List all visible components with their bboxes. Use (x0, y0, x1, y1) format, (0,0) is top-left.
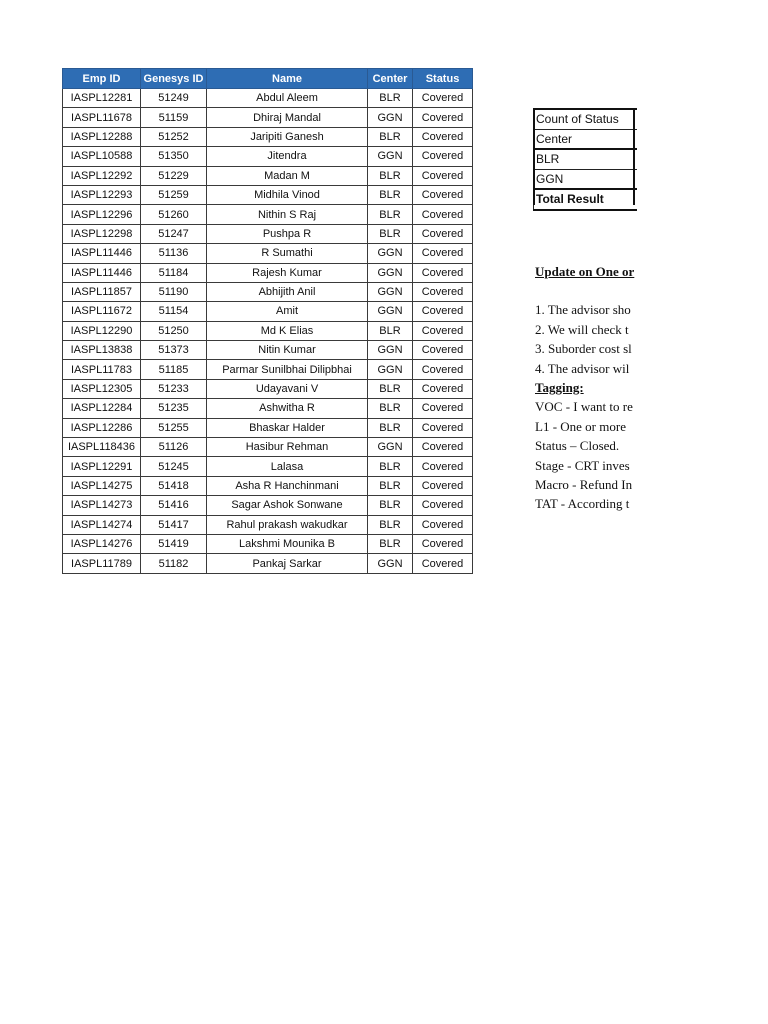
table-row (63, 476, 473, 495)
status-cell: Covered (413, 399, 473, 418)
table-row (63, 399, 473, 418)
emp-id-cell: IASPL12291 (63, 457, 141, 476)
table-row (63, 515, 473, 534)
genesys-id-cell: 51260 (141, 205, 207, 224)
center-cell: GGN (368, 282, 413, 301)
status-cell: Covered (413, 360, 473, 379)
center-cell: BLR (368, 224, 413, 243)
table-row (63, 360, 473, 379)
genesys-id-cell: 51233 (141, 379, 207, 398)
table-row (63, 534, 473, 553)
emp-id-cell: IASPL11789 (63, 554, 141, 573)
emp-id-cell: IASPL14276 (63, 534, 141, 553)
employee-table (62, 68, 473, 574)
pivot-title: Count of Status (534, 109, 638, 129)
pivot-center-label: Center (534, 129, 638, 149)
emp-id-cell: IASPL11857 (63, 282, 141, 301)
name-cell: Lalasa (207, 457, 368, 476)
emp-id-cell: IASPL12296 (63, 205, 141, 224)
genesys-id-cell: 51418 (141, 476, 207, 495)
center-cell: BLR (368, 457, 413, 476)
table-row (63, 457, 473, 476)
status-cell: Covered (413, 166, 473, 185)
genesys-id-cell: 51350 (141, 147, 207, 166)
name-cell: Dhiraj Mandal (207, 108, 368, 127)
genesys-id-cell: 51154 (141, 302, 207, 321)
center-cell: BLR (368, 418, 413, 437)
header-name: Name (207, 69, 368, 89)
center-cell: GGN (368, 554, 413, 573)
pivot-row (534, 149, 638, 169)
center-cell: BLR (368, 515, 413, 534)
tagging-line: VOC - I want to re (535, 399, 633, 415)
table-row (63, 185, 473, 204)
table-row (63, 379, 473, 398)
table-row (63, 554, 473, 573)
table-row (63, 127, 473, 146)
table-row (63, 244, 473, 263)
status-cell: Covered (413, 108, 473, 127)
name-cell: Md K Elias (207, 321, 368, 340)
center-cell: BLR (368, 185, 413, 204)
genesys-id-cell: 51255 (141, 418, 207, 437)
emp-id-cell: IASPL11678 (63, 108, 141, 127)
genesys-id-cell: 51245 (141, 457, 207, 476)
name-cell: Nithin S Raj (207, 205, 368, 224)
emp-id-cell: IASPL11446 (63, 244, 141, 263)
emp-id-cell: IASPL12288 (63, 127, 141, 146)
emp-id-cell: IASPL11446 (63, 263, 141, 282)
name-cell: Asha R Hanchinmani (207, 476, 368, 495)
name-cell: Ashwitha R (207, 399, 368, 418)
table-row (63, 496, 473, 515)
pivot-center-row (534, 129, 638, 149)
genesys-id-cell: 51373 (141, 341, 207, 360)
name-cell: Hasibur Rehman (207, 438, 368, 457)
name-cell: Pankaj Sarkar (207, 554, 368, 573)
tagging-line: TAT - According t (535, 496, 630, 512)
emp-id-cell: IASPL14274 (63, 515, 141, 534)
table-row (63, 147, 473, 166)
status-cell: Covered (413, 205, 473, 224)
tagging-line: Stage - CRT inves (535, 457, 630, 473)
pivot-row-label: GGN (534, 169, 638, 189)
name-cell: Rahul prakash wakudkar (207, 515, 368, 534)
tagging-line: L1 - One or more (535, 418, 626, 434)
tagging-line: Status – Closed. (535, 438, 620, 454)
center-cell: GGN (368, 263, 413, 282)
genesys-id-cell: 51159 (141, 108, 207, 127)
status-cell: Covered (413, 534, 473, 553)
genesys-id-cell: 51259 (141, 185, 207, 204)
status-cell: Covered (413, 127, 473, 146)
genesys-id-cell: 51126 (141, 438, 207, 457)
emp-id-cell: IASPL12286 (63, 418, 141, 437)
status-cell: Covered (413, 438, 473, 457)
status-cell: Covered (413, 379, 473, 398)
table-row (63, 205, 473, 224)
header-status: Status (413, 69, 473, 89)
note-line: 2. We will check t (535, 321, 629, 337)
genesys-id-cell: 51250 (141, 321, 207, 340)
pivot-total-row (534, 189, 638, 210)
note-line: 1. The advisor sho (535, 302, 631, 318)
table-row (63, 418, 473, 437)
emp-id-cell: IASPL14273 (63, 496, 141, 515)
status-cell: Covered (413, 147, 473, 166)
center-cell: BLR (368, 166, 413, 185)
genesys-id-cell: 51235 (141, 399, 207, 418)
center-cell: BLR (368, 89, 413, 108)
center-cell: BLR (368, 476, 413, 495)
center-cell: GGN (368, 302, 413, 321)
status-cell: Covered (413, 496, 473, 515)
emp-id-cell: IASPL12305 (63, 379, 141, 398)
emp-id-cell: IASPL118436 (63, 438, 141, 457)
emp-id-cell: IASPL11672 (63, 302, 141, 321)
genesys-id-cell: 51190 (141, 282, 207, 301)
pivot-title-row (534, 109, 638, 129)
note-line: 4. The advisor wil (535, 360, 630, 376)
status-cell: Covered (413, 457, 473, 476)
tagging-line: Macro - Refund In (535, 476, 633, 492)
pivot-table (533, 108, 637, 211)
pivot-total-label: Total Result (534, 189, 638, 210)
emp-id-cell: IASPL12284 (63, 399, 141, 418)
status-cell: Covered (413, 476, 473, 495)
notes-heading: Update on One or (535, 264, 635, 279)
genesys-id-cell: 51247 (141, 224, 207, 243)
emp-id-cell: IASPL12292 (63, 166, 141, 185)
center-cell: GGN (368, 438, 413, 457)
name-cell: Jaripiti Ganesh (207, 127, 368, 146)
status-cell: Covered (413, 89, 473, 108)
table-row (63, 263, 473, 282)
genesys-id-cell: 51252 (141, 127, 207, 146)
center-cell: BLR (368, 496, 413, 515)
genesys-id-cell: 51417 (141, 515, 207, 534)
status-cell: Covered (413, 418, 473, 437)
genesys-id-cell: 51182 (141, 554, 207, 573)
center-cell: BLR (368, 534, 413, 553)
center-cell: BLR (368, 127, 413, 146)
table-row (63, 321, 473, 340)
status-cell: Covered (413, 244, 473, 263)
emp-id-cell: IASPL11783 (63, 360, 141, 379)
status-cell: Covered (413, 341, 473, 360)
name-cell: Bhaskar Halder (207, 418, 368, 437)
name-cell: Abhijith Anil (207, 282, 368, 301)
name-cell: Madan M (207, 166, 368, 185)
table-row (63, 166, 473, 185)
name-cell: Amit (207, 302, 368, 321)
status-cell: Covered (413, 224, 473, 243)
genesys-id-cell: 51136 (141, 244, 207, 263)
center-cell: BLR (368, 321, 413, 340)
emp-id-cell: IASPL10588 (63, 147, 141, 166)
center-cell: GGN (368, 147, 413, 166)
emp-id-cell: IASPL14275 (63, 476, 141, 495)
status-cell: Covered (413, 282, 473, 301)
header-emp-id: Emp ID (63, 69, 141, 89)
emp-id-cell: IASPL12293 (63, 185, 141, 204)
name-cell: Sagar Ashok Sonwane (207, 496, 368, 515)
center-cell: GGN (368, 341, 413, 360)
name-cell: Udayavani V (207, 379, 368, 398)
genesys-id-cell: 51185 (141, 360, 207, 379)
genesys-id-cell: 51416 (141, 496, 207, 515)
update-notes (535, 262, 635, 514)
center-cell: GGN (368, 360, 413, 379)
table-row (63, 302, 473, 321)
name-cell: Nitin Kumar (207, 341, 368, 360)
status-cell: Covered (413, 515, 473, 534)
header-genesys-id: Genesys ID (141, 69, 207, 89)
table-row (63, 282, 473, 301)
table-row (63, 438, 473, 457)
center-cell: BLR (368, 399, 413, 418)
center-cell: GGN (368, 108, 413, 127)
name-cell: Abdul Aleem (207, 89, 368, 108)
status-cell: Covered (413, 302, 473, 321)
status-cell: Covered (413, 185, 473, 204)
genesys-id-cell: 51249 (141, 89, 207, 108)
name-cell: Rajesh Kumar (207, 263, 368, 282)
name-cell: Jitendra (207, 147, 368, 166)
name-cell: Midhila Vinod (207, 185, 368, 204)
table-body (63, 89, 473, 574)
pivot-row-label: BLR (534, 149, 638, 169)
status-cell: Covered (413, 321, 473, 340)
center-cell: GGN (368, 244, 413, 263)
genesys-id-cell: 51419 (141, 534, 207, 553)
genesys-id-cell: 51184 (141, 263, 207, 282)
name-cell: Parmar Sunilbhai Dilipbhai (207, 360, 368, 379)
genesys-id-cell: 51229 (141, 166, 207, 185)
tagging-heading: Tagging: (535, 379, 584, 395)
name-cell: Lakshmi Mounika B (207, 534, 368, 553)
header-center: Center (368, 69, 413, 89)
center-cell: BLR (368, 379, 413, 398)
table-row (63, 89, 473, 108)
center-cell: BLR (368, 205, 413, 224)
table-row (63, 224, 473, 243)
table-row (63, 341, 473, 360)
name-cell: Pushpa R (207, 224, 368, 243)
emp-id-cell: IASPL12281 (63, 89, 141, 108)
table-header-row (63, 69, 473, 89)
note-line: 3. Suborder cost sl (535, 341, 632, 357)
status-cell: Covered (413, 263, 473, 282)
name-cell: R Sumathi (207, 244, 368, 263)
notes-spacer (535, 281, 635, 300)
emp-id-cell: IASPL13838 (63, 341, 141, 360)
pivot-row (534, 169, 638, 189)
table-row (63, 108, 473, 127)
status-cell: Covered (413, 554, 473, 573)
emp-id-cell: IASPL12298 (63, 224, 141, 243)
emp-id-cell: IASPL12290 (63, 321, 141, 340)
